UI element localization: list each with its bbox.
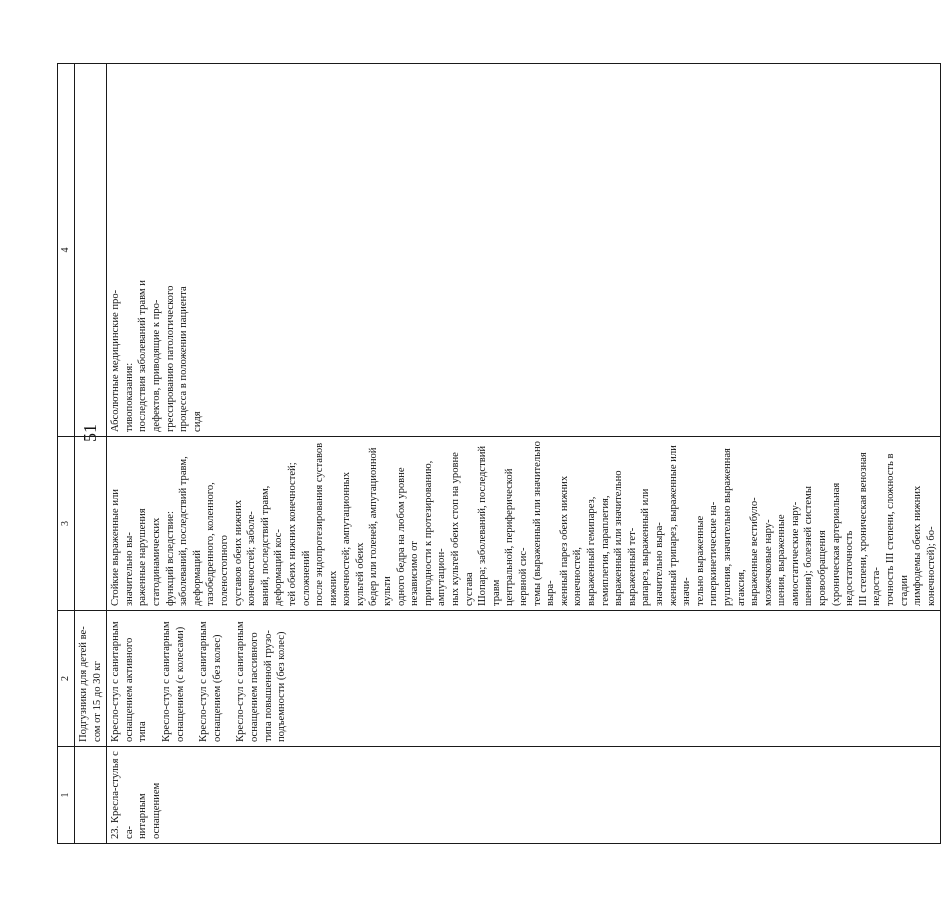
table-row [75,64,107,844]
rotated-page-content [57,64,937,844]
contraindications-cell [107,64,941,437]
category-cell [107,747,941,844]
empty-cell [75,747,107,844]
column-number-4: 4 [58,64,75,437]
product-item: Кресло-стул с санитарным оснащением (без колес) [198,621,223,742]
column-number-3: 3 [58,437,75,611]
column-number-row [58,64,75,844]
category-name: 23. Кресла-стулья с са- нитарным оснащением [110,751,162,839]
indications-cell [107,437,941,611]
products-cell [107,611,941,747]
contraindications-text: Абсолютные медицинские про- тивопоказания: последствия заболеваний травм и дефектов, приводящие к про- грессированию патологического процесса в положении пациента сидя [110,280,203,432]
product-cell-diapers [75,611,107,747]
table-row [107,64,941,844]
document-table [57,63,941,844]
empty-cell [75,64,107,437]
column-number-1: 1 [58,747,75,844]
empty-cell [75,437,107,611]
product-item: Кресло-стул с санитарным оснащением активного типа [110,621,149,742]
product-name: Подгузники для детей ве- сом от 15 до 30 кг [78,626,103,742]
page-number: 51 [80,424,100,442]
column-number-2: 2 [58,611,75,747]
indications-text: Стойкие выраженные или значительно вы- раженные нарушения статодинамических функций вследствие: заболеваний, последствий травм, деформаций тазобедренного, коленного, голеностопного суставов обеих нижних конечностей; заболе- ваний, последствий травм, деформаций кос- тей обеих нижних конечностей; осложнений после эндопротезирования суставов нижних конечностей; ампутационных культей обеих бедер или голеней, ампутационной культи одного бедра на любом уровне независимо от пригодности к протезированию, ампутацион- ных культей обеих стоп на уровне сустава Шопара; заболеваний, последствий травм центральной, периферической нервной сис- темы (выраженный или значительно выра- женный парез обеих нижних конечностей, выраженный гемипарез, гемиплегия, параплегия, выраженный или значительно выраженный тет- рапарез, выраженный или значительно выра- женный трипарез, выраженные или значи- тельно выраженные гиперкинетические на- рушения, значительно выраженная атаксия, выраженные вестибуло-мозжечковые нару- шения, выраженные амиостатические нару- шения); болезней системы кровообращения (хроническая артериальная недостаточность III степени, хроническая венозная недоста- точность III степени, сложность в стадии лимфодемы обеих нижних конечностей); бо- [110,441,937,606]
product-item: Кресло-стул с санитарным оснащением пассивного типа повышенной грузо- подъемности (без колес) [235,621,288,742]
product-item: Кресло-стул с санитарным оснащением (с колесами) [160,621,186,742]
